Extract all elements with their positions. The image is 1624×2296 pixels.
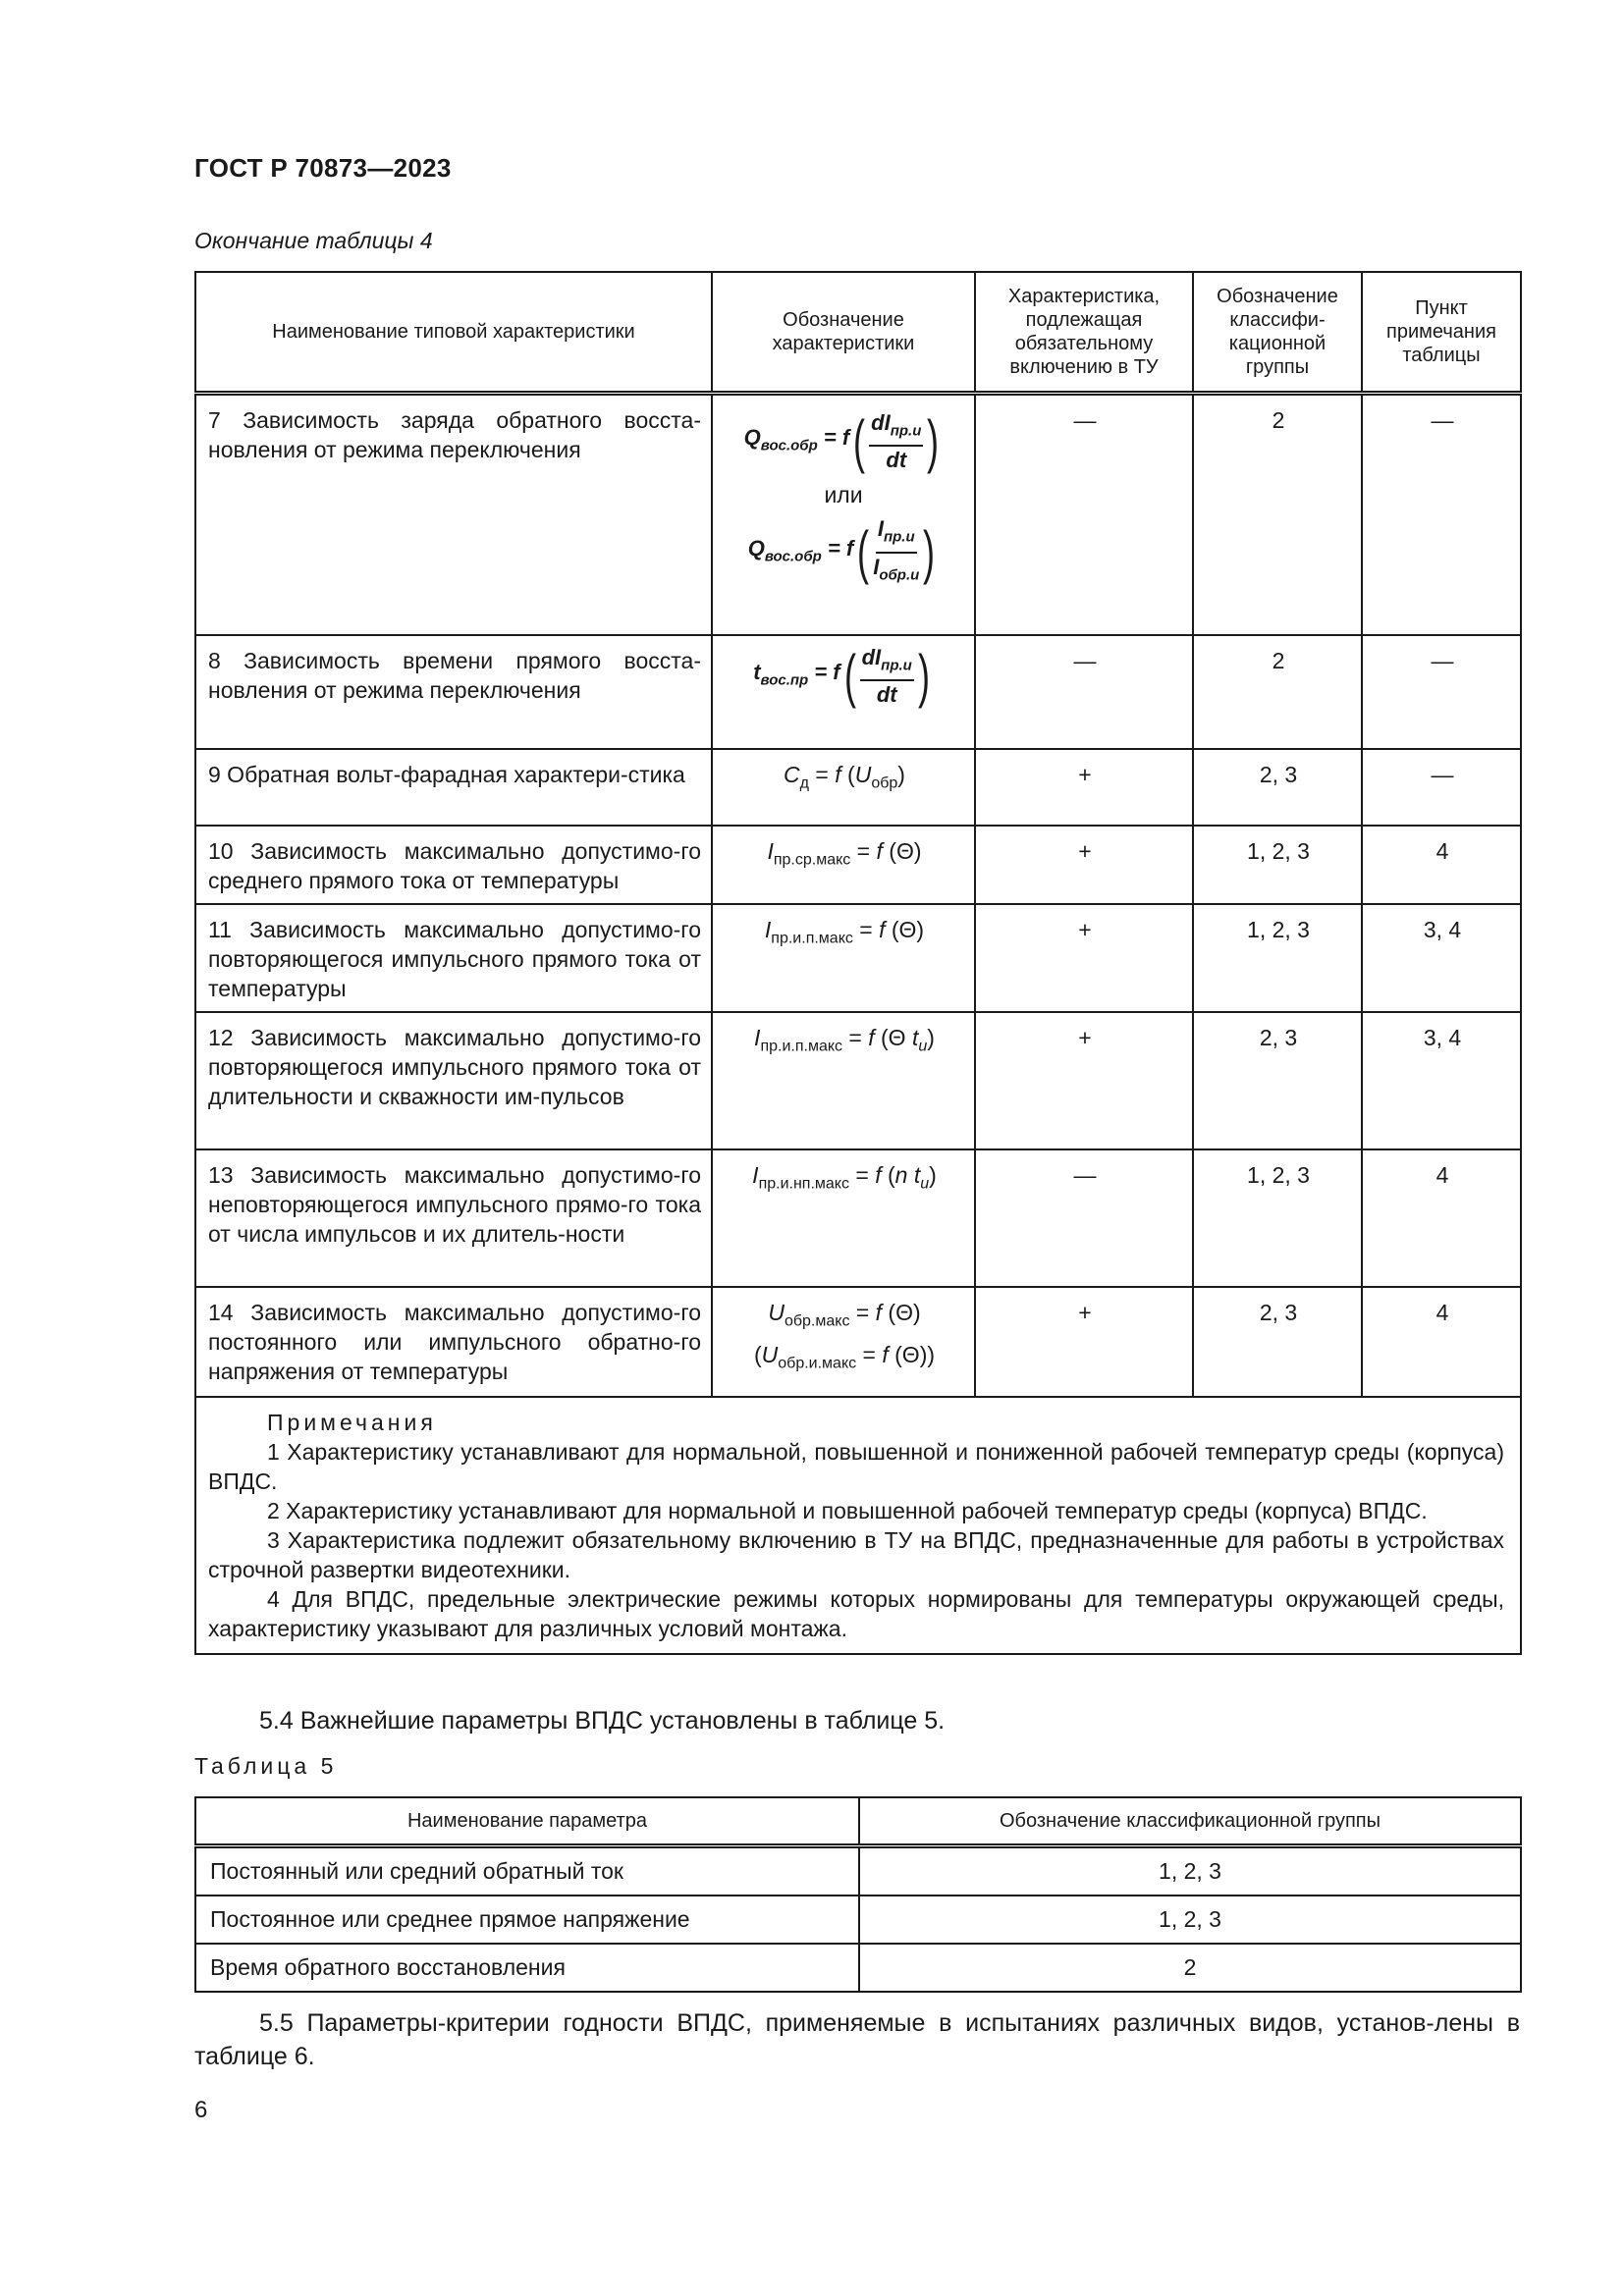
- table-row: [195, 749, 1521, 826]
- table5-caption: Таблица 5: [194, 1753, 338, 1779]
- group-cell: 2: [859, 1944, 1521, 1992]
- note-item: 3 Характеристика подлежит обязательному включению в ТУ на ВПДС, предназначенные для работы в устройствах строчной развертки видеотехники.: [208, 1526, 1504, 1582]
- group-cell: 1, 2, 3: [859, 1846, 1521, 1896]
- mandatory-cell: +: [975, 749, 1193, 826]
- table4-col-group: Обозначение классифи-кационной группы: [1193, 272, 1362, 394]
- table4-col-designation: Обозначение характеристики: [712, 272, 975, 394]
- table-row: [195, 826, 1521, 904]
- row-name: 14 Зависимость максимально допустимо-го постоянного или импульсного обратно-го напряжения от температуры: [195, 1287, 712, 1397]
- row-name: 7 Зависимость заряда обратного восста-новления от режима переключения: [195, 394, 712, 635]
- formula-cell: $I_{пр.ср.макс} = f$ (Θ): [712, 826, 975, 904]
- table-4: [194, 271, 1522, 1655]
- table4-col-mandatory: Характеристика, подлежащая обязательному включению в ТУ: [975, 272, 1193, 394]
- group-cell: 2: [1193, 394, 1362, 635]
- note-item: 1 Характеристику устанавливают для нормальной, повышенной и пониженной рабочей температур среды (корпуса) ВПДС.: [208, 1438, 1504, 1494]
- notes-title: Примечания: [267, 1409, 437, 1435]
- document-header: ГОСТ Р 70873—2023: [194, 153, 452, 183]
- note-cell: 4: [1362, 1287, 1521, 1397]
- table-row: [195, 1846, 1521, 1896]
- table-row: [195, 1012, 1521, 1149]
- mandatory-cell: +: [975, 904, 1193, 1012]
- group-cell: 2, 3: [1193, 1287, 1362, 1397]
- param-cell: Постоянное или среднее прямое напряжение: [195, 1896, 859, 1944]
- or-label: или: [824, 482, 863, 508]
- group-cell: 2, 3: [1193, 1012, 1362, 1149]
- table-5: [194, 1796, 1522, 1993]
- formula-cell: [712, 394, 975, 635]
- row-name: 8 Зависимость времени прямого восста-новления от режима переключения: [195, 635, 712, 749]
- param-cell: Время обратного восстановления: [195, 1944, 859, 1992]
- note-cell: 3, 4: [1362, 1012, 1521, 1149]
- mandatory-cell: —: [975, 1149, 1193, 1287]
- table4-header-row: [195, 272, 1521, 394]
- table5-col-group: Обозначение классификационной группы: [859, 1797, 1521, 1846]
- group-cell: 1, 2, 3: [1193, 826, 1362, 904]
- formula-cell: $U_{обр.макс} = f$ (Θ) ($U_{обр.и.макс} = f$ (Θ)): [712, 1287, 975, 1397]
- note-cell: 4: [1362, 1149, 1521, 1287]
- note-cell: —: [1362, 394, 1521, 635]
- mandatory-cell: —: [975, 394, 1193, 635]
- mandatory-cell: +: [975, 826, 1193, 904]
- table-row: [195, 904, 1521, 1012]
- row-name: 13 Зависимость максимально допустимо-го неповторяющегося импульсного прямо-го тока от числа импульсов и их длитель-ности: [195, 1149, 712, 1287]
- formula-cell: $I_{пр.и.нп.макс} = f$ (n $t_u$): [712, 1149, 975, 1287]
- formula-cell: [712, 635, 975, 749]
- group-cell: 2: [1193, 635, 1362, 749]
- table5-header-row: [195, 1797, 1521, 1846]
- formula-variant-1: $Q_{вос.обр} = f$ ( $\frac{dI_{пр.и}}{dt}$ ): [743, 408, 940, 475]
- row-name: 10 Зависимость максимально допустимо-го среднего прямого тока от температуры: [195, 826, 712, 904]
- formula: $t_{вос.пр} = f$ ( $\frac{dI_{пр.и}}{dt}$ ): [753, 642, 930, 709]
- note-cell: 4: [1362, 826, 1521, 904]
- row-name: 11 Зависимость максимально допустимо-го повторяющегося импульсного прямого тока от температуры: [195, 904, 712, 1012]
- formula-cell: $I_{пр.и.п.макс} = f$ (Θ $t_u$): [712, 1012, 975, 1149]
- table-row: [195, 1896, 1521, 1944]
- note-cell: —: [1362, 749, 1521, 826]
- row-name: 9 Обратная вольт-фарадная характери-стика: [195, 749, 712, 826]
- mandatory-cell: —: [975, 635, 1193, 749]
- note-cell: —: [1362, 635, 1521, 749]
- table-row: [195, 1149, 1521, 1287]
- group-cell: 1, 2, 3: [1193, 1149, 1362, 1287]
- table-row: [195, 635, 1521, 749]
- row-name: 12 Зависимость максимально допустимо-го повторяющегося импульсного прямого тока от длительности и скважности им-пульсов: [195, 1012, 712, 1149]
- note-item: 4 Для ВПДС, предельные электрические режимы которых нормированы для температуры окружающей среды, характеристику указывают для различных условий монтажа.: [208, 1585, 1504, 1641]
- table-row: [195, 1944, 1521, 1992]
- table5-col-param: Наименование параметра: [195, 1797, 859, 1846]
- note-item: 2 Характеристику устанавливают для нормальной и повышенной рабочей температур среды (корпуса) ВПДС.: [267, 1497, 1428, 1523]
- note-cell: 3, 4: [1362, 904, 1521, 1012]
- group-cell: 1, 2, 3: [859, 1896, 1521, 1944]
- mandatory-cell: +: [975, 1287, 1193, 1397]
- table-row: [195, 1287, 1521, 1397]
- table4-notes: [195, 1397, 1521, 1654]
- formula-cell: $C_д = f$ $(U_{обр})$: [712, 749, 975, 826]
- table4-continuation-caption: Окончание таблицы 4: [194, 228, 433, 253]
- table4-notes-row: [195, 1397, 1521, 1654]
- paragraph-5-4: 5.4 Важнейшие параметры ВПДС установлены в таблице 5.: [259, 1707, 946, 1735]
- table-row: [195, 394, 1521, 635]
- group-cell: 2, 3: [1193, 749, 1362, 826]
- param-cell: Постоянный или средний обратный ток: [195, 1846, 859, 1896]
- paragraph-5-5: 5.5 Параметры-критерии годности ВПДС, применяемые в испытаниях различных видов, установ-лены в таблице 6.: [194, 2009, 1520, 2070]
- group-cell: 1, 2, 3: [1193, 904, 1362, 1012]
- formula-variant-2: $Q_{вос.обр} = f$ ( $\frac{I_{пр.и}}{I_{обр.и}}$ ): [747, 516, 936, 585]
- page-number: 6: [194, 2097, 208, 2123]
- table4-col-note: Пункт примечания таблицы: [1362, 272, 1521, 394]
- table4-col-name: Наименование типовой характеристики: [195, 272, 712, 394]
- mandatory-cell: +: [975, 1012, 1193, 1149]
- formula-cell: $I_{пр.и.п.макс} = f$ (Θ): [712, 904, 975, 1012]
